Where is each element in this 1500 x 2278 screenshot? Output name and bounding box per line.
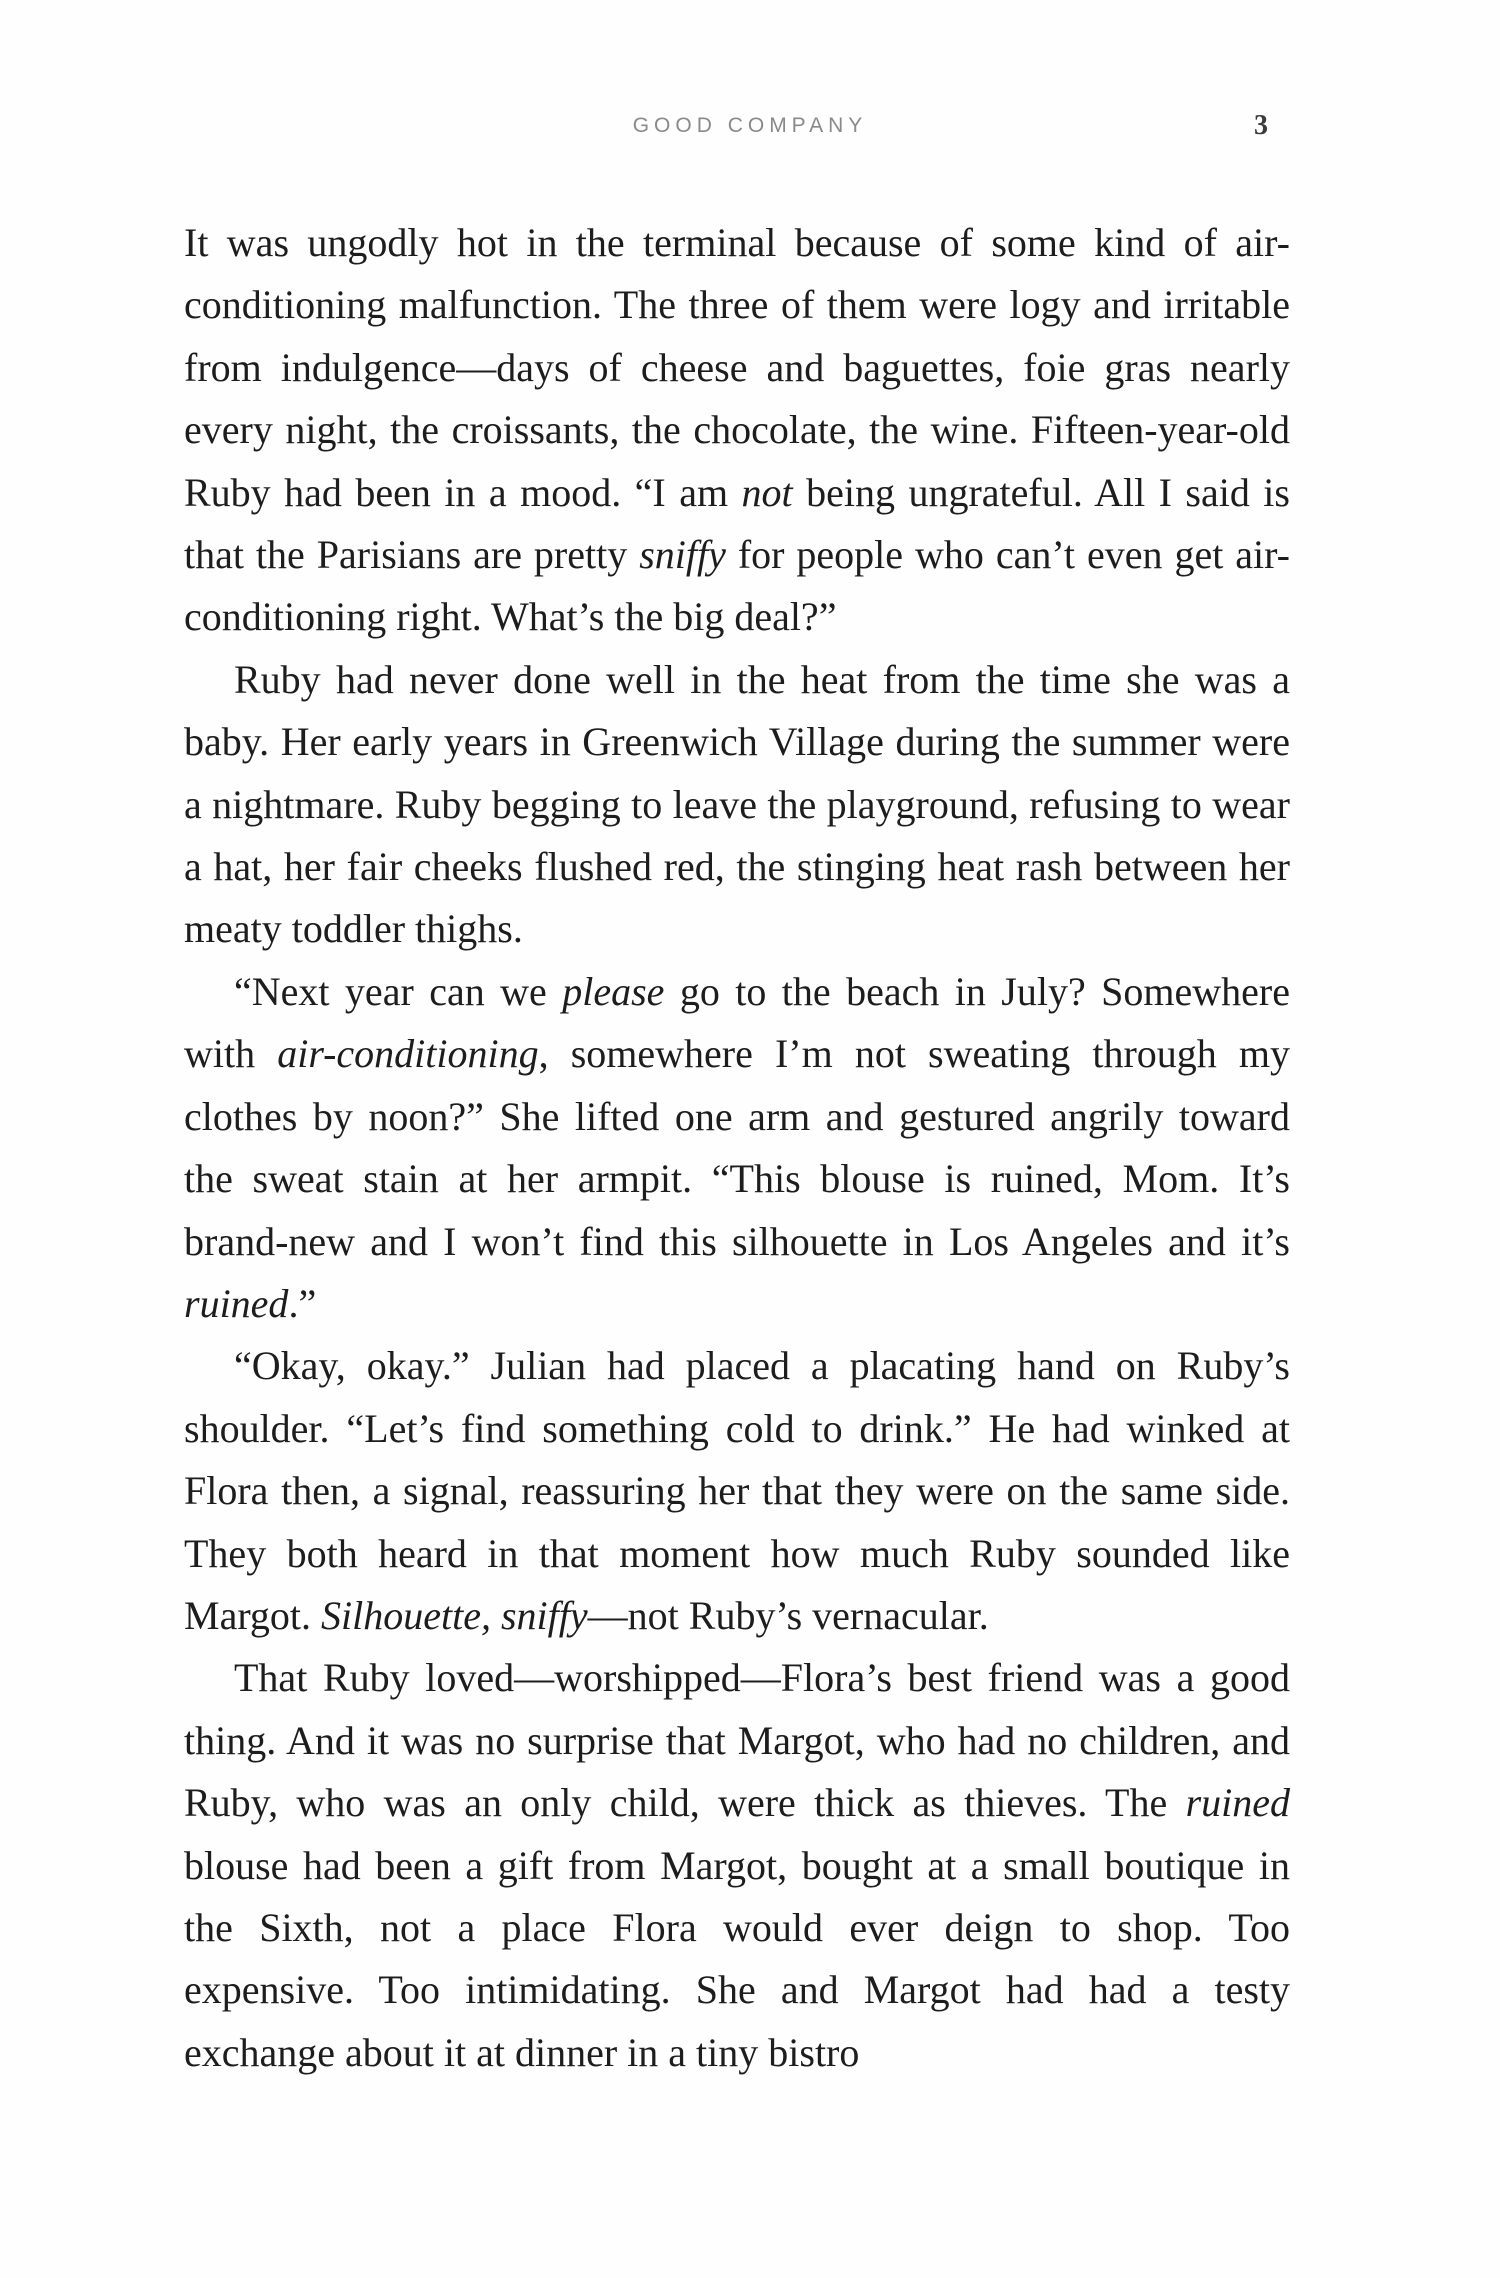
text-segment: blouse had been a gift from Margot, bought at a small boutique in the Sixth, not a place Flora would ever deign to shop. Too expensive. Too intimidating. She and Margot had had a testy exchange about it at dinner in a tiny bistro <box>184 1842 1290 2075</box>
body-text <box>184 212 1290 2084</box>
text-segment: go to the beach in July? Somewhere with <box>184 968 1291 1077</box>
text-segment: “Next year can we <box>234 968 563 1014</box>
italic-text: sniffy <box>639 532 726 578</box>
running-header <box>0 108 1500 148</box>
page-number: 3 <box>1254 110 1268 141</box>
paragraph-2 <box>184 649 1290 961</box>
italic-text: not <box>741 469 793 515</box>
running-title: GOOD COMPANY <box>632 114 868 137</box>
text-segment: Ruby had never done well in the heat from the time she was a baby. Her early years in Greenwich Village during the summer were a nightmare. Ruby begging to leave the playground, refusing to wear a hat, her fair cheeks flushed red, the stinging heat rash between her meaty toddler thighs. <box>184 656 1290 952</box>
text-segment: being ungrateful. All I said is that the Parisians are pretty <box>184 469 1290 578</box>
paragraph-5 <box>184 1647 1290 2084</box>
italic-text: please <box>562 968 665 1014</box>
text-segment: —not Ruby’s vernacular. <box>587 1592 989 1638</box>
paragraph-1 <box>184 212 1290 649</box>
italic-text: air-conditioning <box>277 1031 539 1077</box>
paragraph-4 <box>184 1335 1290 1647</box>
text-segment: .” <box>288 1280 317 1326</box>
text-segment: It was ungodly hot in the terminal because of some kind of air-conditioning malfunction. The three of them were logy and irritable from indulgence—days of cheese and baguettes, foie gras nearly every night, the croissants, the chocolate, the wine. Fifteen-year-old Ruby had been in a mood. “I am <box>184 220 1290 515</box>
text-segment: , somewhere I’m not sweating through my clothes by noon?” She lifted one arm and gestured angrily toward the sweat stain at her armpit. “This blouse is ruined, Mom. It’s brand-new and I won’t find this silhouette in Los Angeles and it’s <box>184 1031 1290 1264</box>
italic-text: ruined <box>184 1280 289 1326</box>
text-segment: “Okay, okay.” Julian had placed a placating hand on Ruby’s shoulder. “Let’s find something cold to drink.” He had winked at Flora then, a signal, reassuring her that they were on the same side. They both heard in that moment how much Ruby sounded like Margot. <box>184 1343 1290 1638</box>
text-segment: That Ruby loved—worshipped—Flora’s best friend was a good thing. And it was no surprise that Margot, who had no children, and Ruby, who was an only child, were thick as thieves. The <box>184 1655 1290 1826</box>
italic-text: ruined <box>1185 1780 1290 1826</box>
text-segment: for people who can’t even get air-conditioning right. What’s the big deal?” <box>184 532 1290 640</box>
italic-text: Silhouette, sniffy <box>321 1592 588 1638</box>
paragraph-3 <box>184 961 1290 1335</box>
